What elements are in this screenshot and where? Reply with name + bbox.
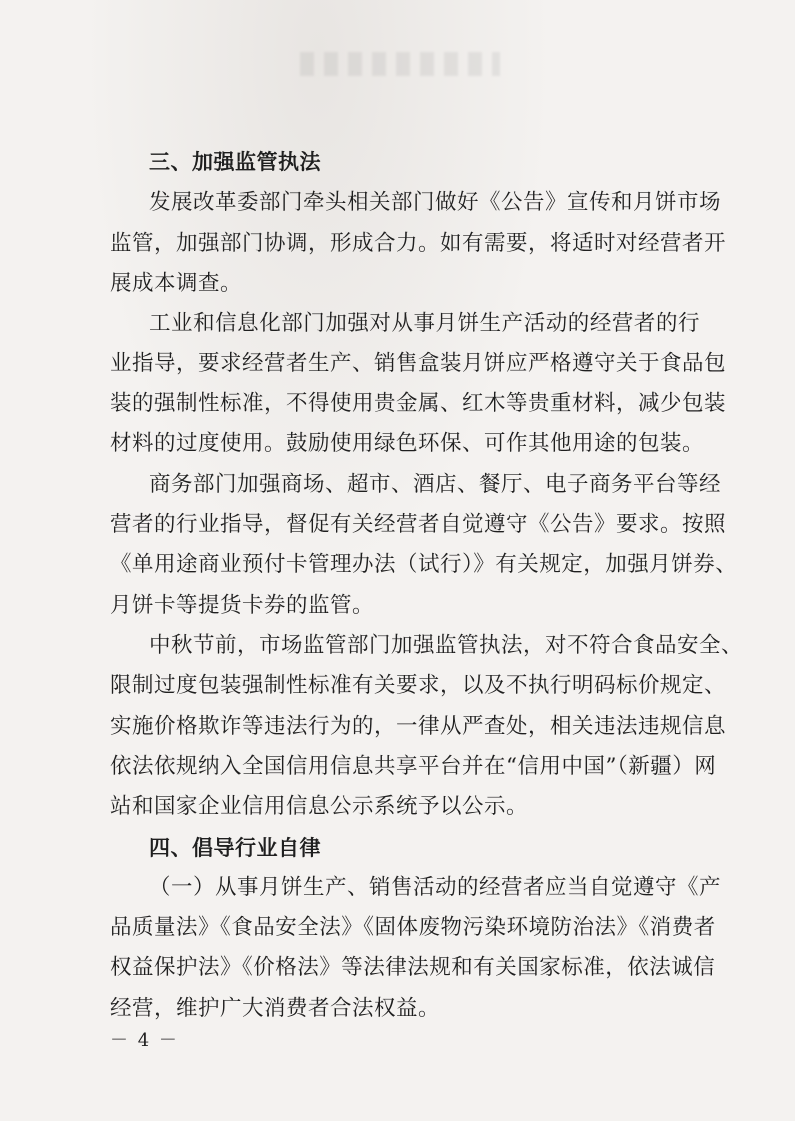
paragraph-line: 限制过度包装强制性标准有关要求，以及不执行明码标价规定、 <box>110 673 727 698</box>
section-3-heading: 三、加强监管执法 <box>149 150 321 174</box>
paragraph-line: 经营，维护广大消费者合法权益。 <box>110 996 441 1021</box>
paragraph-line: 依法依规纳入全国信用信息共享平台并在“信用中国”（新疆）网 <box>110 754 717 779</box>
paragraph-line: 实施价格欺诈等违法行为的，一律从严查处，相关违法违规信息 <box>110 714 727 739</box>
section-4-heading: 四、倡导行业自律 <box>149 836 321 860</box>
paragraph-line: 《单用途商业预付卡管理办法（试行）》有关规定，加强月饼券、 <box>110 552 738 577</box>
paragraph-line: 材料的过度使用。鼓励使用绿色环保、可作其他用途的包装。 <box>110 431 705 456</box>
paragraph-line: 装的强制性标准，不得使用贵金属、红木等贵重材料，减少包装 <box>110 391 727 416</box>
paragraph-line: 权益保护法》《价格法》等法律法规和有关国家标准，依法诚信 <box>110 955 716 980</box>
paragraph-line: 站和国家企业信用信息公示系统予以公示。 <box>110 794 529 819</box>
paragraph-line: 月饼卡等提货卡券的监管。 <box>110 593 375 618</box>
paragraph-line: 营者的行业指导，督促有关经营者自觉遵守《公告》要求。按照 <box>110 512 727 537</box>
page-number: － 4 － <box>110 1030 179 1051</box>
paragraph-line: 展成本调查。 <box>110 271 243 296</box>
paragraph-line: 业指导，要求经营者生产、销售盒装月饼应严格遵守关于食品包 <box>110 351 727 376</box>
paragraph-line: 品质量法》《食品安全法》《固体废物污染环境防治法》《消费者 <box>110 915 716 940</box>
paragraph-line: 监管，加强部门协调，形成合力。如有需要，将适时对经营者开 <box>110 231 727 256</box>
paragraph-line: 中秋节前，市场监管部门加强监管执法，对不符合食品安全、 <box>149 633 744 658</box>
paragraph-line: （一）从事月饼生产、销售活动的经营者应当自觉遵守《产 <box>149 875 722 900</box>
bleed-through-mark <box>300 52 500 76</box>
paragraph-line: 工业和信息化部门加强对从事月饼生产活动的经营者的行 <box>149 311 700 336</box>
paragraph-line: 发展改革委部门牵头相关部门做好《公告》宣传和月饼市场 <box>149 190 722 215</box>
paragraph-line: 商务部门加强商场、超市、酒店、餐厅、电子商务平台等经 <box>149 472 722 497</box>
